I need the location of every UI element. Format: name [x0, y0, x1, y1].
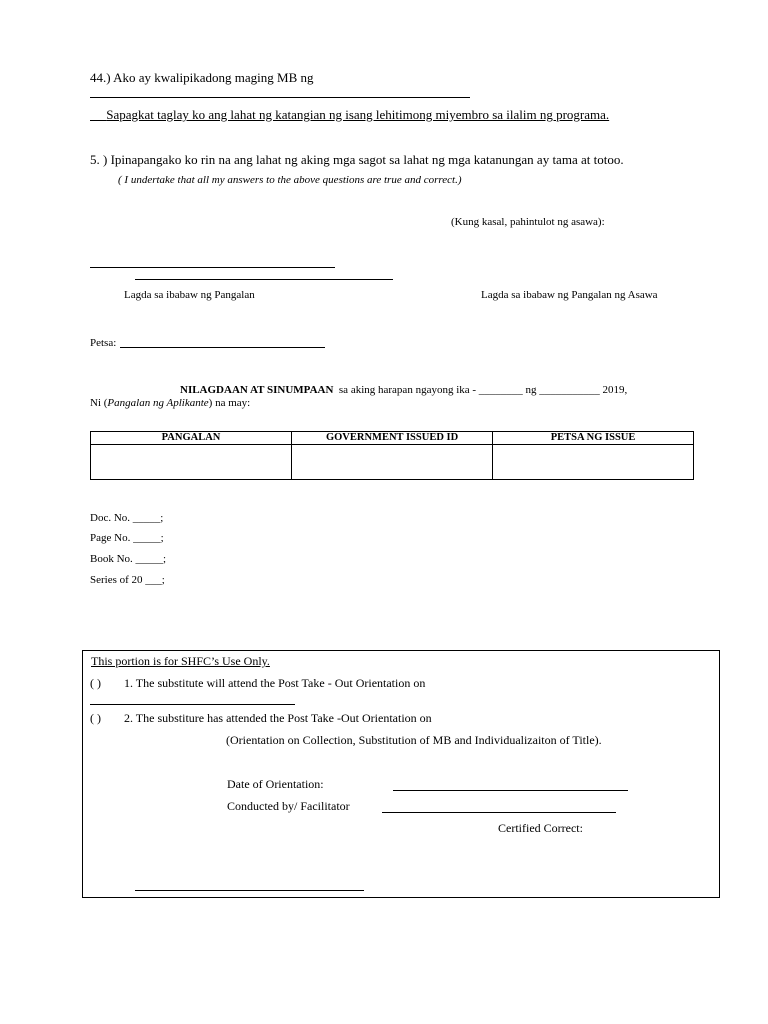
doc-no: Doc. No. _____;	[90, 512, 164, 524]
table-row	[91, 445, 694, 480]
id-table	[90, 431, 694, 480]
cell-petsa-ng-issue[interactable]	[493, 445, 694, 480]
oath-tail: ) na may:	[208, 397, 251, 409]
shfc-item1-checkbox[interactable]: ( )	[90, 676, 101, 690]
oath-applicant-line	[90, 397, 250, 409]
shfc-title: This portion is for SHFC’s Use Only.	[91, 654, 270, 668]
oath-heading: NILAGDAAN AT SINUMPAAN	[180, 384, 334, 396]
oath-text: sa aking harapan ngayong ika - ________ ng ___________ 2019,	[338, 384, 628, 396]
q44-reason-text: Sapagkat taglay ko ang lahat ng katangian ng isang lehitimong miyembro sa ilalim ng programa.	[106, 107, 610, 122]
oath-ni: Ni (	[90, 397, 108, 409]
q44-label: 44.) Ako ay kwalipikadong maging MB ng	[90, 70, 314, 85]
cell-government-id[interactable]	[292, 445, 493, 480]
conducted-by-label: Conducted by/ Facilitator	[227, 799, 350, 813]
q5-label: 5. ) Ipinapangako ko rin na ang lahat ng aking mga sagot sa lahat ng mga katanungan ay tama at totoo.	[90, 152, 624, 167]
q44-reason	[90, 107, 609, 123]
orientation-date-line[interactable]	[393, 790, 628, 791]
shfc-item1-text: 1. The substitute will attend the Post Take - Out Orientation on	[124, 676, 426, 690]
id-table-header-row	[91, 432, 694, 445]
orientation-date-label: Date of Orientation:	[227, 777, 324, 791]
shfc-item2-checkbox[interactable]: ( )	[90, 711, 101, 725]
certified-signature-line[interactable]	[135, 890, 364, 891]
header-petsa-ng-issue: PETSA NG ISSUE	[493, 432, 694, 445]
series: Series of 20 ___;	[90, 574, 165, 586]
header-government-id: GOVERNMENT ISSUED ID	[292, 432, 493, 445]
spouse-signature-label: Lagda sa ibabaw ng Pangalan ng Asawa	[481, 289, 658, 301]
oath-applicant-name: Pangalan ng Aplikante	[107, 397, 209, 409]
book-no: Book No. _____;	[90, 553, 167, 565]
applicant-signature-line[interactable]	[90, 267, 335, 268]
date-label: Petsa:	[90, 337, 117, 349]
shfc-item2-text: 2. The substiture has attended the Post Take -Out Orientation on	[124, 711, 432, 725]
oath-line	[180, 384, 627, 396]
spouse-signature-line[interactable]	[135, 279, 393, 280]
q44-blank-line[interactable]	[90, 97, 470, 98]
q5-translation: ( I undertake that all my answers to the above questions are true and correct.)	[118, 174, 462, 186]
cell-pangalan[interactable]	[91, 445, 292, 480]
date-blank-line[interactable]	[120, 347, 325, 348]
header-pangalan: PANGALAN	[91, 432, 292, 445]
certified-correct-label: Certified Correct:	[498, 821, 583, 835]
applicant-signature-label: Lagda sa ibabaw ng Pangalan	[124, 289, 255, 301]
conducted-by-line[interactable]	[382, 812, 616, 813]
spouse-consent-label: (Kung kasal, pahintulot ng asawa):	[451, 216, 605, 228]
shfc-item2-detail: (Orientation on Collection, Substitution of MB and Individualizaiton of Title).	[226, 733, 602, 747]
shfc-item1-blank-line[interactable]	[90, 704, 295, 705]
page-no: Page No. _____;	[90, 532, 164, 544]
